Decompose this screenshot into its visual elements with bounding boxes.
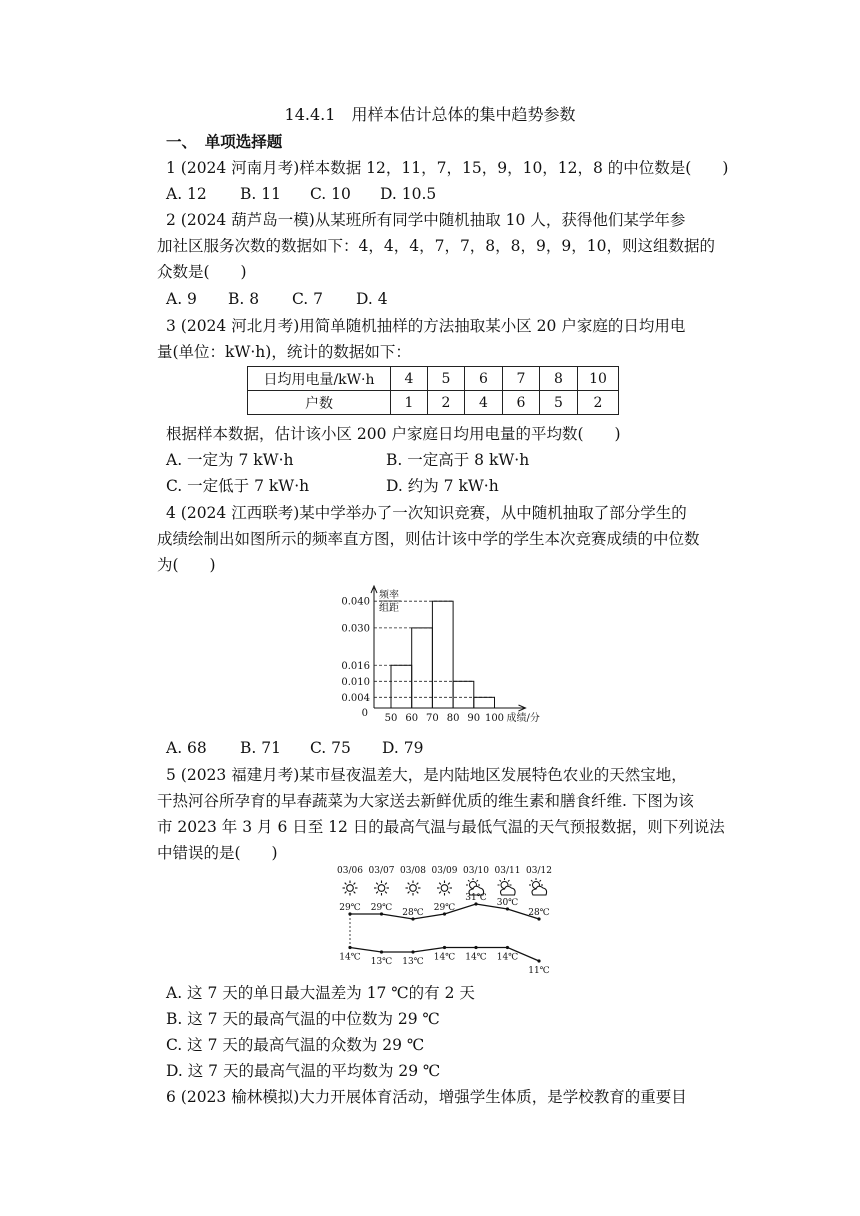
x-tick-label: 70 <box>426 713 439 724</box>
q3-line-2: 量(单位：kW·h)，统计的数据如下： <box>157 343 411 361</box>
q4-line-1: 4 (2024 江西联考)某中学举办了一次知识竞赛，从中随机抽取了部分学生的 <box>166 504 687 522</box>
y-tick-label: 0.040 <box>341 596 370 608</box>
histogram-bar <box>412 628 433 708</box>
q3-after-text: 根据样本数据，估计该小区 200 户家庭日均用电量的平均数( ) <box>166 425 621 443</box>
q5-line-4: 中错误的是( ) <box>157 844 278 862</box>
low-temp-point <box>474 946 477 949</box>
q5-line-1: 5 (2023 福建月考)某市昼夜温差大，是内陆地区发展特色农业的天然宝地， <box>166 766 687 784</box>
q1-stem: 1 (2024 河南月考)样本数据 12，11，7，15，9，10，12，8 的中位数是( ) <box>166 159 729 177</box>
high-temp-label: 29℃ <box>339 903 361 913</box>
q5-option-d: D. 这 7 天的最高气温的平均数为 29 ℃ <box>166 1062 441 1080</box>
low-temp-label: 14℃ <box>496 952 519 963</box>
table-cell: 4 <box>391 367 428 391</box>
q5-option-c: C. 这 7 天的最高气温的众数为 29 ℃ <box>166 1036 425 1054</box>
x-tick-label: 100 <box>484 713 505 724</box>
low-temp-label: 14℃ <box>465 952 487 963</box>
low-temp-label: 13℃ <box>370 957 393 967</box>
q1-option-d: D. 10.5 <box>380 185 437 203</box>
partly-cloudy-icon <box>498 878 516 895</box>
high-temp-label: 28℃ <box>402 908 424 918</box>
q4-option-a: A. 68 <box>166 739 207 757</box>
q6-line-1: 6 (2023 榆林模拟)大力开展体育活动，增强学生体质，是学校教育的重要目 <box>166 1088 687 1106</box>
q2-line-3: 众数是( ) <box>157 263 247 281</box>
date-label: 03/09 <box>431 866 458 876</box>
low-temp-label: 13℃ <box>402 957 424 967</box>
q4-line-3: 为( ) <box>157 556 216 574</box>
high-temp-label: 29℃ <box>370 903 393 913</box>
table-row-header: 户数 <box>248 391 391 415</box>
q3-option-a: A. 一定为 7 kW·h <box>166 451 294 469</box>
low-temp-label: 11℃ <box>528 966 550 976</box>
table-cell: 2 <box>428 391 465 415</box>
sun-icon <box>374 881 389 896</box>
q1-option-c: C. 10 <box>310 185 351 203</box>
q5-line-2: 干热河谷所孕育的早春蔬菜为大家送去新鲜优质的维生素和膳食纤维. 下图为该 <box>157 792 694 810</box>
x-tick-label: 90 <box>467 713 481 724</box>
table-cell: 2 <box>578 391 619 415</box>
q3-line-1: 3 (2024 河北月考)用简单随机抽样的方法抽取某小区 20 户家庭的日均用电 <box>166 317 686 335</box>
y-tick-label: 0.010 <box>341 676 370 688</box>
q1-option-a: A. 12 <box>166 185 207 203</box>
y-tick-label: 0.030 <box>341 623 370 635</box>
sun-icon <box>437 881 452 896</box>
q1-option-b: B. 11 <box>240 185 281 203</box>
histogram-bar <box>391 665 412 708</box>
q2-option-c: C. 7 <box>292 290 324 308</box>
q5-option-a: A. 这 7 天的单日最大温差为 17 ℃的有 2 天 <box>166 984 475 1002</box>
q4-option-b: B. 71 <box>240 739 281 757</box>
q2-option-b: B. 8 <box>228 290 260 308</box>
histogram-bar <box>432 601 453 708</box>
low-temp-point <box>380 950 383 953</box>
high-temp-label: 28℃ <box>528 908 550 918</box>
q5-line-3: 市 2023 年 3 月 6 日至 12 日的最高气温与最低气温的天气预报数据，则下列说法 <box>157 818 725 836</box>
high-temp-label: 30℃ <box>496 898 519 908</box>
table-cell: 5 <box>428 367 465 391</box>
table-cell: 6 <box>503 391 540 415</box>
sun-icon <box>406 881 421 896</box>
date-label: 03/12 <box>526 866 552 876</box>
q5-option-b: B. 这 7 天的最高气温的中位数为 29 ℃ <box>166 1010 440 1028</box>
frequency-histogram <box>330 580 570 728</box>
table-cell: 8 <box>540 367 578 391</box>
low-temp-point <box>443 946 446 949</box>
table-cell: 6 <box>465 367 503 391</box>
table-cell: 10 <box>578 367 619 391</box>
table-cell: 5 <box>540 391 578 415</box>
page-title: 14.4.1 用样本估计总体的集中趋势参数 <box>284 105 576 124</box>
low-temp-label: 14℃ <box>433 952 456 963</box>
table-cell: 1 <box>391 391 428 415</box>
date-label: 03/06 <box>337 866 363 876</box>
q2-option-d: D. 4 <box>356 290 388 308</box>
y-tick-label: 0.016 <box>341 660 370 672</box>
temperature-forecast-chart <box>326 862 576 976</box>
x-tick-label: 80 <box>446 713 460 724</box>
y-axis-label-bottom: 组距 <box>379 603 399 614</box>
section-heading: 一、 单项选择题 <box>166 132 283 151</box>
electricity-table <box>247 366 619 415</box>
q3-option-c: C. 一定低于 7 kW·h <box>166 477 310 495</box>
table-cell: 4 <box>465 391 503 415</box>
histogram-bar <box>474 697 495 708</box>
q2-line-2: 加社区服务次数的数据如下：4，4，4，7，7，8，8，9，9，10，则这组数据的 <box>157 237 715 255</box>
x-tick-label: 60 <box>405 713 419 724</box>
date-label: 03/11 <box>494 866 521 876</box>
q4-line-2: 成绩绘制出如图所示的频率直方图，则估计该中学的学生本次竞赛成绩的中位数 <box>157 530 700 548</box>
date-label: 03/07 <box>368 866 395 876</box>
y-axis-label-top: 频率 <box>379 590 399 601</box>
table-row-header: 日均用电量/kW·h <box>248 367 391 391</box>
partly-cloudy-icon <box>529 878 547 895</box>
high-temp-label: 29℃ <box>433 903 456 913</box>
x-tick-label: 50 <box>384 713 398 724</box>
table-row <box>248 367 619 391</box>
table-row <box>248 391 619 415</box>
sun-icon <box>343 881 358 896</box>
low-temp-point <box>411 950 414 953</box>
high-temp-label: 31℃ <box>465 893 487 903</box>
low-temp-point <box>537 959 540 962</box>
q4-option-c: C. 75 <box>310 739 351 757</box>
q3-option-d: D. 约为 7 kW·h <box>386 477 499 495</box>
date-label: 03/10 <box>463 866 489 876</box>
low-temp-label: 14℃ <box>339 952 361 963</box>
q2-option-a: A. 9 <box>166 290 197 308</box>
table-cell: 7 <box>503 367 540 391</box>
date-label: 03/08 <box>400 866 426 876</box>
low-temp-point <box>348 946 351 949</box>
q4-option-d: D. 79 <box>382 739 424 757</box>
y-tick-label: 0.004 <box>341 692 370 704</box>
q2-line-1: 2 (2024 葫芦岛一模)从某班所有同学中随机抽取 10 人，获得他们某学年参 <box>166 211 686 229</box>
histogram-bar <box>453 681 474 708</box>
low-temp-point <box>506 946 509 949</box>
x-axis-label: 成绩/分 <box>506 713 540 724</box>
q3-option-b: B. 一定高于 8 kW·h <box>386 451 530 469</box>
origin-label: 0 <box>361 708 368 719</box>
